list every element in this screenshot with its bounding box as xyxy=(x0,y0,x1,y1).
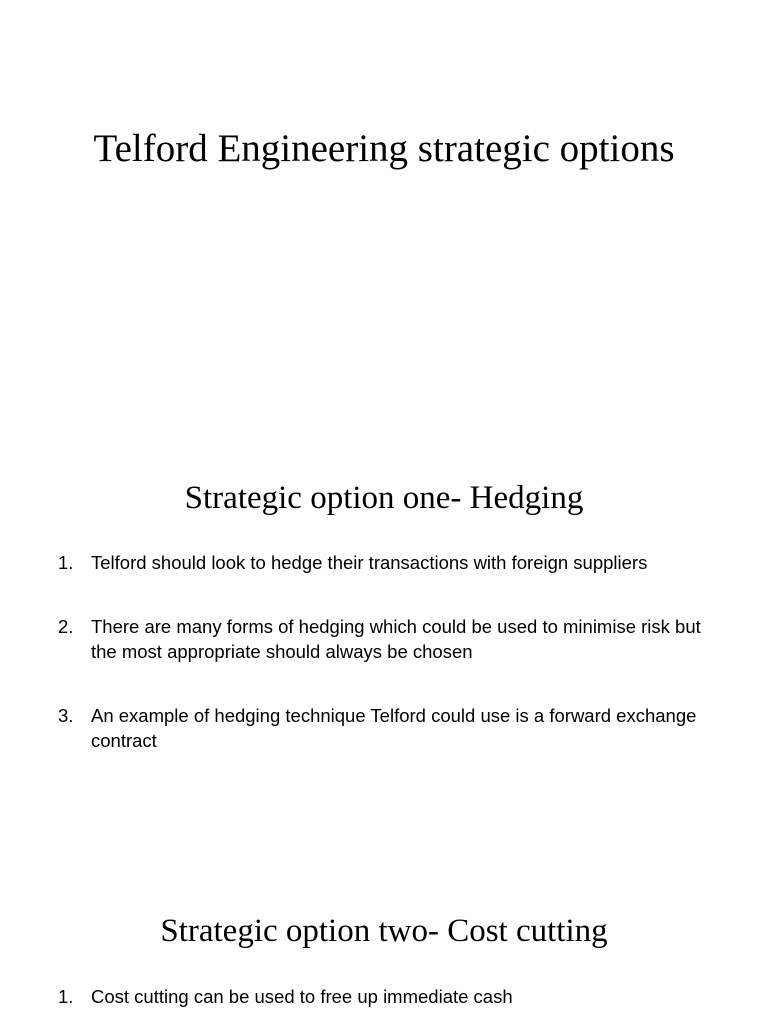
page-title: Telford Engineering strategic options xyxy=(93,127,675,170)
list-item-text: Cost cutting can be used to free up immediate cash xyxy=(91,986,513,1007)
list-item-number: 2. xyxy=(58,616,74,637)
section-heading-hedging: Strategic option one- Hedging xyxy=(184,480,584,516)
list-item xyxy=(58,703,718,753)
hedging-list xyxy=(58,550,718,753)
list-item-text: Telford should look to hedge their transactions with foreign suppliers xyxy=(91,552,648,573)
list-item-text: An example of hedging technique Telford could use is a forward exchange contract xyxy=(91,705,697,751)
list-item xyxy=(58,614,718,664)
list-item xyxy=(58,984,718,1009)
section-heading-cost-cutting: Strategic option two- Cost cutting xyxy=(160,913,608,949)
list-item-number: 1. xyxy=(58,552,74,573)
list-item-number: 3. xyxy=(58,705,74,726)
list-item-number: 1. xyxy=(58,986,74,1007)
cost-cutting-list xyxy=(58,984,718,1009)
list-item-text: There are many forms of hedging which could be used to minimise risk but the most appropriate should always be chosen xyxy=(91,616,701,662)
list-item xyxy=(58,550,718,575)
